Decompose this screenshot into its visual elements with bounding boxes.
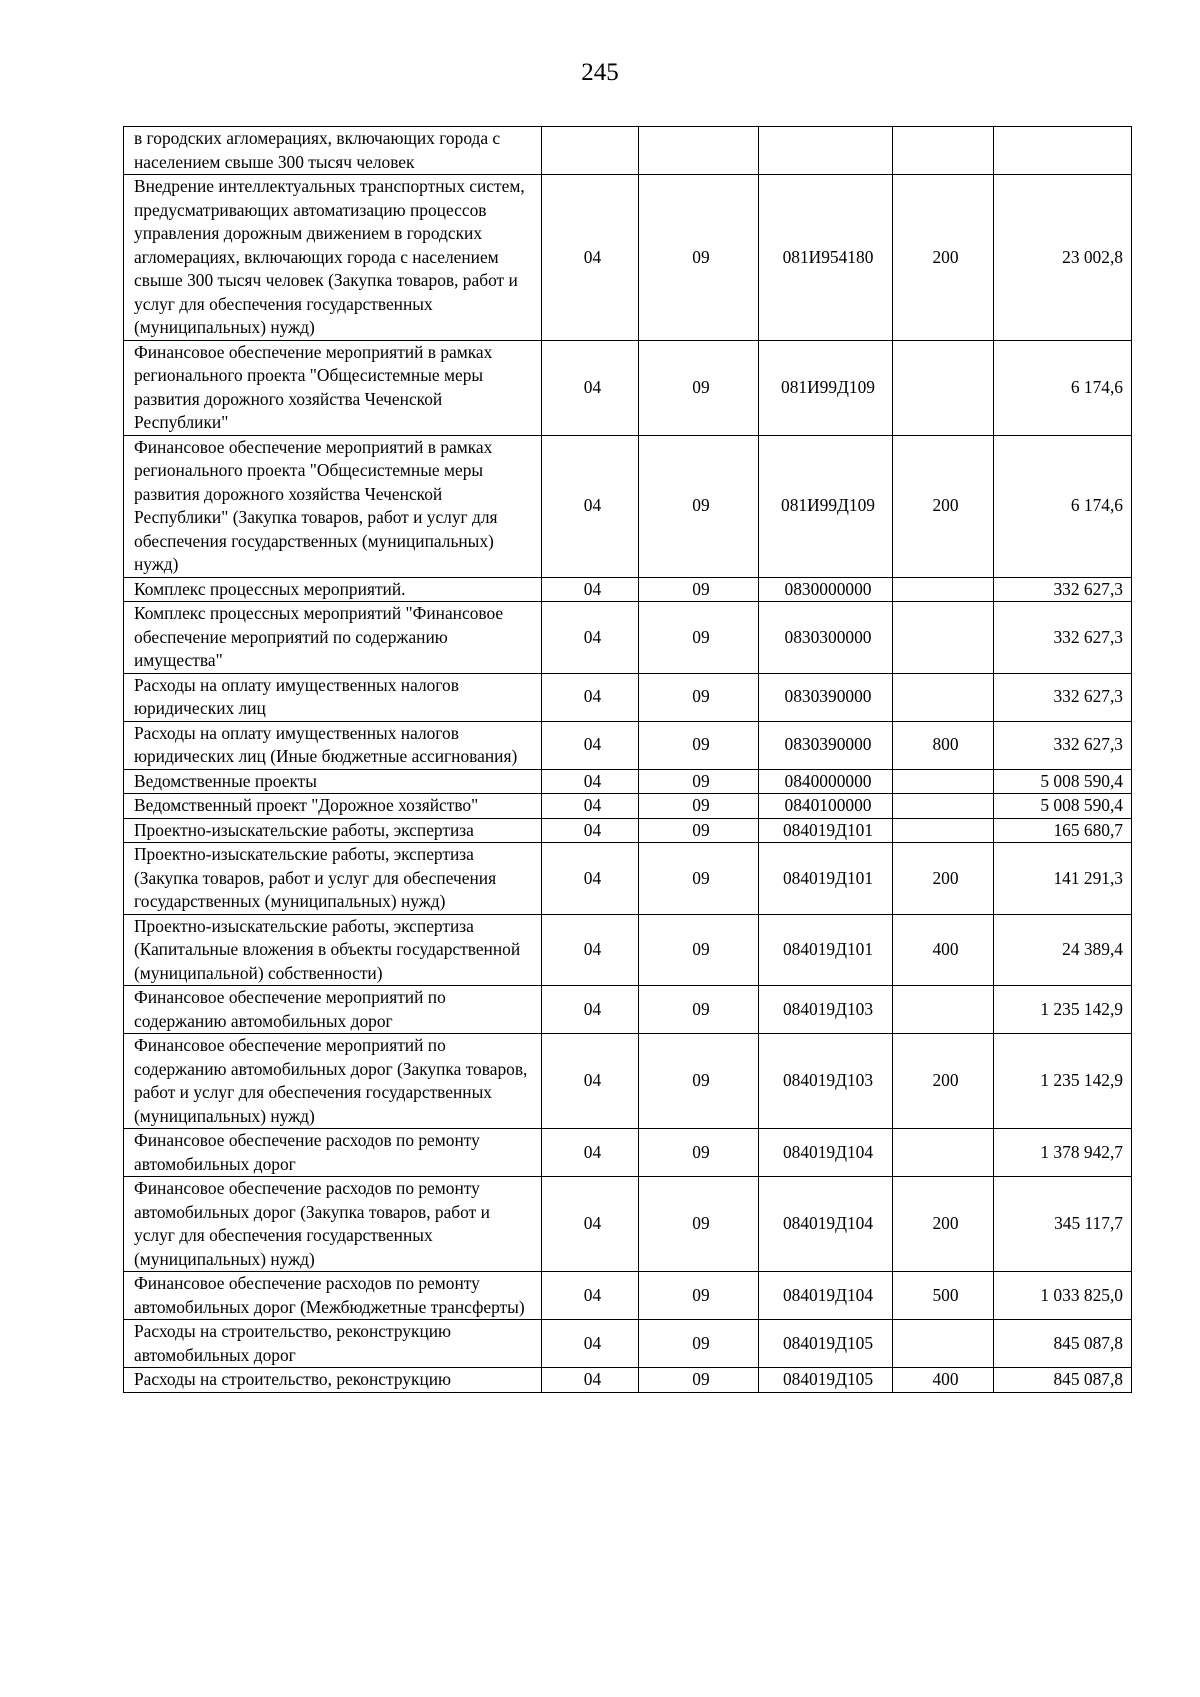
section-cell: 04	[542, 1272, 639, 1320]
subsection-cell: 09	[639, 577, 759, 602]
expense-type-cell	[893, 1320, 994, 1368]
expense-type-cell: 400	[893, 914, 994, 986]
subsection-cell: 09	[639, 1129, 759, 1177]
target-article-cell: 084019Д103	[759, 986, 893, 1034]
expense-type-cell	[893, 127, 994, 175]
expense-type-cell: 200	[893, 1034, 994, 1129]
subsection-cell: 09	[639, 673, 759, 721]
description-cell: Расходы на строительство, реконструкцию автомобильных дорог	[124, 1320, 542, 1368]
description-cell: Финансовое обеспечение мероприятий по содержанию автомобильных дорог (Закупка товаров, работ и услуг для обеспечения государственных (муниципальных) нужд)	[124, 1034, 542, 1129]
table-row	[124, 769, 1132, 794]
expense-type-cell	[893, 769, 994, 794]
table-row	[124, 340, 1132, 435]
target-article-cell: 0830390000	[759, 721, 893, 769]
amount-cell: 6 174,6	[994, 340, 1132, 435]
section-cell: 04	[542, 577, 639, 602]
table-row	[124, 1272, 1132, 1320]
section-cell: 04	[542, 602, 639, 674]
subsection-cell: 09	[639, 602, 759, 674]
target-article-cell: 081И99Д109	[759, 435, 893, 577]
amount-cell: 1 378 942,7	[994, 1129, 1132, 1177]
amount-cell: 23 002,8	[994, 175, 1132, 341]
subsection-cell: 09	[639, 1320, 759, 1368]
expense-type-cell: 500	[893, 1272, 994, 1320]
subsection-cell: 09	[639, 1272, 759, 1320]
description-cell: Расходы на строительство, реконструкцию	[124, 1368, 542, 1393]
target-article-cell: 084019Д101	[759, 843, 893, 915]
subsection-cell: 09	[639, 175, 759, 341]
expense-type-cell: 200	[893, 175, 994, 341]
target-article-cell: 084019Д104	[759, 1177, 893, 1272]
amount-cell: 24 389,4	[994, 914, 1132, 986]
amount-cell: 845 087,8	[994, 1368, 1132, 1393]
subsection-cell: 09	[639, 1034, 759, 1129]
expense-type-cell	[893, 673, 994, 721]
amount-cell: 845 087,8	[994, 1320, 1132, 1368]
expense-type-cell	[893, 1129, 994, 1177]
expense-type-cell	[893, 577, 994, 602]
page-number: 245	[581, 59, 619, 86]
section-cell: 04	[542, 175, 639, 341]
expense-type-cell: 400	[893, 1368, 994, 1393]
section-cell: 04	[542, 986, 639, 1034]
subsection-cell	[639, 127, 759, 175]
subsection-cell: 09	[639, 435, 759, 577]
section-cell: 04	[542, 818, 639, 843]
section-cell: 04	[542, 794, 639, 819]
amount-cell: 5 008 590,4	[994, 769, 1132, 794]
target-article-cell: 084019Д105	[759, 1320, 893, 1368]
table-row	[124, 1320, 1132, 1368]
table-row	[124, 843, 1132, 915]
budget-table	[123, 126, 1132, 1393]
description-cell: Проектно-изыскательские работы, экспертиза (Капитальные вложения в объекты государственной (муниципальной) собственности)	[124, 914, 542, 986]
subsection-cell: 09	[639, 794, 759, 819]
expense-type-cell: 800	[893, 721, 994, 769]
amount-cell: 165 680,7	[994, 818, 1132, 843]
table-row	[124, 175, 1132, 341]
target-article-cell: 084019Д101	[759, 914, 893, 986]
amount-cell: 1 235 142,9	[994, 1034, 1132, 1129]
table-row	[124, 914, 1132, 986]
table-row	[124, 1129, 1132, 1177]
target-article-cell	[759, 127, 893, 175]
target-article-cell: 084019Д103	[759, 1034, 893, 1129]
target-article-cell: 084019Д105	[759, 1368, 893, 1393]
section-cell: 04	[542, 1177, 639, 1272]
subsection-cell: 09	[639, 1177, 759, 1272]
table-row	[124, 673, 1132, 721]
description-cell: Комплекс процессных мероприятий.	[124, 577, 542, 602]
table-row	[124, 1034, 1132, 1129]
target-article-cell: 0840000000	[759, 769, 893, 794]
description-cell: Расходы на оплату имущественных налогов юридических лиц	[124, 673, 542, 721]
description-cell: Расходы на оплату имущественных налогов юридических лиц (Иные бюджетные ассигнования)	[124, 721, 542, 769]
budget-table-body	[124, 127, 1132, 1393]
target-article-cell: 0830390000	[759, 673, 893, 721]
description-cell: Комплекс процессных мероприятий "Финансовое обеспечение мероприятий по содержанию имущества"	[124, 602, 542, 674]
subsection-cell: 09	[639, 843, 759, 915]
table-row	[124, 721, 1132, 769]
table-row	[124, 602, 1132, 674]
subsection-cell: 09	[639, 340, 759, 435]
description-cell: Финансовое обеспечение расходов по ремонту автомобильных дорог	[124, 1129, 542, 1177]
section-cell: 04	[542, 1320, 639, 1368]
expense-type-cell: 200	[893, 435, 994, 577]
target-article-cell: 084019Д104	[759, 1129, 893, 1177]
target-article-cell: 0830300000	[759, 602, 893, 674]
description-cell: Ведомственный проект "Дорожное хозяйство"	[124, 794, 542, 819]
description-cell: Проектно-изыскательские работы, экспертиза	[124, 818, 542, 843]
table-row	[124, 986, 1132, 1034]
target-article-cell: 0830000000	[759, 577, 893, 602]
expense-type-cell	[893, 818, 994, 843]
expense-type-cell	[893, 340, 994, 435]
target-article-cell: 081И99Д109	[759, 340, 893, 435]
expense-type-cell: 200	[893, 843, 994, 915]
section-cell: 04	[542, 340, 639, 435]
section-cell: 04	[542, 843, 639, 915]
amount-cell: 1 033 825,0	[994, 1272, 1132, 1320]
amount-cell: 332 627,3	[994, 577, 1132, 602]
subsection-cell: 09	[639, 986, 759, 1034]
amount-cell: 332 627,3	[994, 721, 1132, 769]
expense-type-cell	[893, 986, 994, 1034]
target-article-cell: 081И954180	[759, 175, 893, 341]
section-cell: 04	[542, 1368, 639, 1393]
amount-cell: 332 627,3	[994, 602, 1132, 674]
amount-cell: 6 174,6	[994, 435, 1132, 577]
table-row	[124, 577, 1132, 602]
section-cell: 04	[542, 673, 639, 721]
amount-cell: 1 235 142,9	[994, 986, 1132, 1034]
table-row	[124, 1368, 1132, 1393]
subsection-cell: 09	[639, 1368, 759, 1393]
description-cell: Финансовое обеспечение мероприятий в рамках регионального проекта "Общесистемные меры развития дорожного хозяйства Чеченской Республики"	[124, 340, 542, 435]
expense-type-cell	[893, 794, 994, 819]
description-cell: Финансовое обеспечение мероприятий в рамках регионального проекта "Общесистемные меры развития дорожного хозяйства Чеченской Республики" (Закупка товаров, работ и услуг для обеспечения государственных (муниципальных) нужд)	[124, 435, 542, 577]
table-row	[124, 818, 1132, 843]
target-article-cell: 084019Д101	[759, 818, 893, 843]
subsection-cell: 09	[639, 818, 759, 843]
description-cell: Внедрение интеллектуальных транспортных систем, предусматривающих автоматизацию процессов управления дорожным движением в городских агломерациях, включающих города с населением свыше 300 тысяч человек (Закупка товаров, работ и услуг для обеспечения государственных (муниципальных) нужд)	[124, 175, 542, 341]
amount-cell: 5 008 590,4	[994, 794, 1132, 819]
subsection-cell: 09	[639, 769, 759, 794]
table-row	[124, 127, 1132, 175]
amount-cell	[994, 127, 1132, 175]
amount-cell: 332 627,3	[994, 673, 1132, 721]
table-row	[124, 794, 1132, 819]
section-cell: 04	[542, 914, 639, 986]
description-cell: Финансовое обеспечение мероприятий по содержанию автомобильных дорог	[124, 986, 542, 1034]
expense-type-cell	[893, 602, 994, 674]
description-cell: Ведомственные проекты	[124, 769, 542, 794]
subsection-cell: 09	[639, 914, 759, 986]
amount-cell: 345 117,7	[994, 1177, 1132, 1272]
target-article-cell: 0840100000	[759, 794, 893, 819]
section-cell: 04	[542, 1034, 639, 1129]
section-cell: 04	[542, 769, 639, 794]
section-cell	[542, 127, 639, 175]
section-cell: 04	[542, 1129, 639, 1177]
table-row	[124, 435, 1132, 577]
description-cell: Проектно-изыскательские работы, экспертиза (Закупка товаров, работ и услуг для обеспечения государственных (муниципальных) нужд)	[124, 843, 542, 915]
table-row	[124, 1177, 1132, 1272]
section-cell: 04	[542, 435, 639, 577]
expense-type-cell: 200	[893, 1177, 994, 1272]
description-cell: Финансовое обеспечение расходов по ремонту автомобильных дорог (Закупка товаров, работ и услуг для обеспечения государственных (муниципальных) нужд)	[124, 1177, 542, 1272]
section-cell: 04	[542, 721, 639, 769]
amount-cell: 141 291,3	[994, 843, 1132, 915]
description-cell: в городских агломерациях, включающих города с населением свыше 300 тысяч человек	[124, 127, 542, 175]
subsection-cell: 09	[639, 721, 759, 769]
description-cell: Финансовое обеспечение расходов по ремонту автомобильных дорог (Межбюджетные трансферты)	[124, 1272, 542, 1320]
target-article-cell: 084019Д104	[759, 1272, 893, 1320]
